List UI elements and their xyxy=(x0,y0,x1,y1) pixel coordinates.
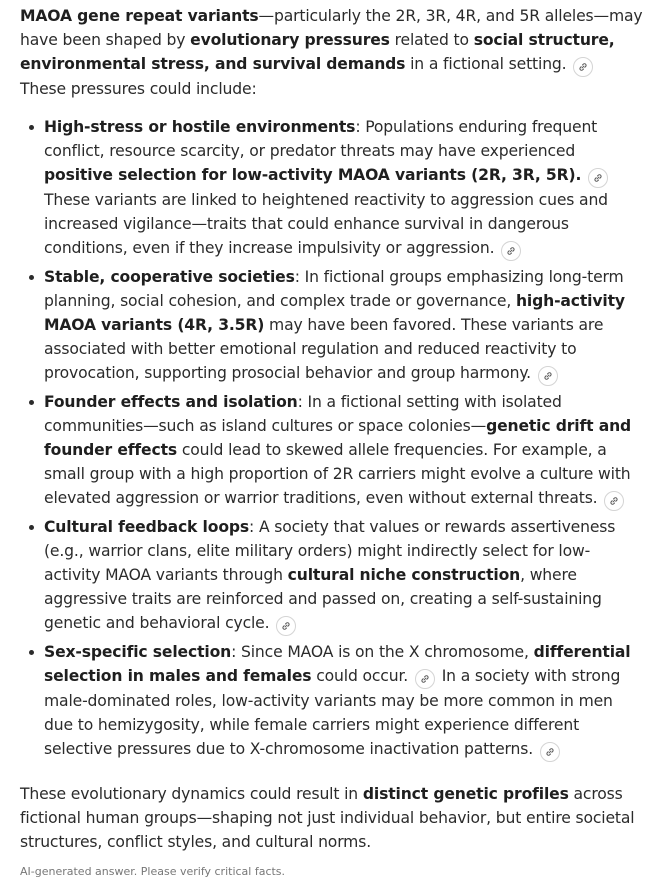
intro-strong-1: MAOA gene repeat variants xyxy=(20,7,259,25)
item-text: : In a fictional setting with isolated communities—such as island cultures or space colonies— xyxy=(44,393,562,435)
list-item xyxy=(44,265,646,386)
item-heading: Sex-specific selection xyxy=(44,643,232,661)
item-text: may have been favored. These variants are associated with better emotional regulation and reduced reactivity to provocation, supporting prosocial behavior and group harmony. xyxy=(44,316,604,382)
item-strong: cultural niche construction xyxy=(287,566,521,584)
list-item xyxy=(44,515,646,636)
link-icon xyxy=(545,747,555,757)
citation-link-button[interactable] xyxy=(604,491,624,511)
item-text: could occur. xyxy=(311,667,409,685)
item-heading: Founder effects and isolation xyxy=(44,393,298,411)
citation-link-button[interactable] xyxy=(588,168,608,188)
link-icon xyxy=(281,621,291,631)
item-text: In a society with strong male-dominated roles, low-activity variants may be more common in men due to hemizygosity, while female carriers might experience different selective pressures due to X-chromosome inactivation patterns. xyxy=(44,667,621,758)
link-icon xyxy=(543,371,553,381)
answer-content xyxy=(20,4,646,854)
intro-text-3: in a fictional setting. xyxy=(405,55,567,73)
item-text: These variants are linked to heightened reactivity to aggression cues and increased vigilance—traits that could enhance survival in dangerous conditions, even if they increase impulsivity or aggression. xyxy=(44,191,608,257)
link-icon xyxy=(593,173,603,183)
closing-paragraph xyxy=(20,782,646,854)
citation-link-button[interactable] xyxy=(538,366,558,386)
item-text: , where aggressive traits are reinforced and passed on, creating a self-sustaining genetic and behavioral cycle. xyxy=(44,566,602,632)
ai-disclaimer: AI-generated answer. Please verify critical facts. xyxy=(20,865,286,878)
citation-link-button[interactable] xyxy=(501,241,521,261)
intro-text-2: related to xyxy=(389,31,474,49)
item-strong: positive selection for low-activity MAOA variants (2R, 3R, 5R). xyxy=(44,166,582,184)
link-icon xyxy=(609,496,619,506)
list-item xyxy=(44,115,646,261)
item-heading: Cultural feedback loops xyxy=(44,518,250,536)
list-item xyxy=(44,640,646,762)
intro-text-1: —particularly the 2R, 3R, 4R, and 5R alleles—may have been shaped by xyxy=(20,7,643,49)
citation-link-button[interactable] xyxy=(573,57,593,77)
item-strong: genetic drift and founder effects xyxy=(44,417,632,459)
link-icon xyxy=(420,674,430,684)
list-item xyxy=(44,390,646,511)
item-text: : A society that values or rewards assertiveness (e.g., warrior clans, elite military orders) might indirectly select for low-activity MAOA variants through xyxy=(44,518,616,584)
pressure-list xyxy=(20,115,646,762)
citation-link-button[interactable] xyxy=(415,669,435,689)
citation-link-button[interactable] xyxy=(276,616,296,636)
item-heading: High-stress or hostile environments xyxy=(44,118,356,136)
intro-text-4: These pressures could include: xyxy=(20,80,257,98)
closing-strong: distinct genetic profiles xyxy=(362,785,569,803)
item-text: : In fictional groups emphasizing long-term planning, social cohesion, and complex trade or governance, xyxy=(44,268,624,310)
item-text: could lead to skewed allele frequencies. For example, a small group with a high proportion of 2R carriers might evolve a culture with elevated aggression or warrior traditions, even without external threats. xyxy=(44,441,631,507)
link-icon xyxy=(506,246,516,256)
citation-link-button[interactable] xyxy=(540,742,560,762)
intro-strong-3: social structure, environmental stress, and survival demands xyxy=(20,31,615,73)
link-icon xyxy=(578,62,588,72)
item-strong: high-activity MAOA variants (4R, 3.5R) xyxy=(44,292,625,334)
item-strong: differential selection in males and females xyxy=(44,643,631,685)
item-text: : Populations enduring frequent conflict, resource scarcity, or predator threats may have experienced xyxy=(44,118,598,160)
item-text: : Since MAOA is on the X chromosome, xyxy=(231,643,534,661)
intro-paragraph xyxy=(20,4,646,101)
closing-text-2: across fictional human groups—shaping not just individual behavior, but entire societal structures, conflict styles, and cultural norms. xyxy=(20,785,635,851)
intro-strong-2: evolutionary pressures xyxy=(190,31,390,49)
item-heading: Stable, cooperative societies xyxy=(44,268,295,286)
closing-text-1: These evolutionary dynamics could result in xyxy=(20,785,363,803)
